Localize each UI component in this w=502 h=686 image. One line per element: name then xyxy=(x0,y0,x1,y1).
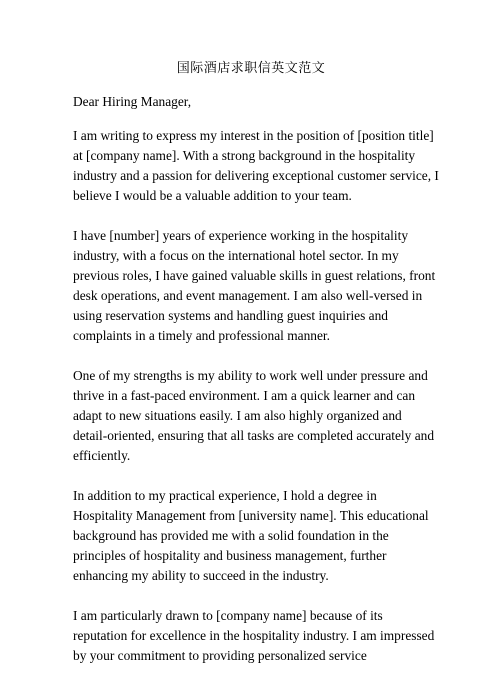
letter-paragraph-3: One of my strengths is my ability to work well under pressure and thrive in a fast-paced environment. I am a quick learner and can adapt to new situations easily. I am also highly organized and detail-oriented, ensuring that all tasks are completed accurately and efficiently. xyxy=(73,368,435,463)
letter-paragraph-5: I am particularly drawn to [company name] because of its reputation for excellence in the hospitality industry. I am impressed by your commitment to providing personalized service xyxy=(73,608,435,663)
document-title: 国际酒店求职信英文范文 xyxy=(176,61,326,76)
letter-paragraph-2: I have [number] years of experience working in the hospitality industry, with a focus on the international hotel sector. In my previous roles, I have gained valuable skills in guest relations, front desk operations, and event management. I am also well-versed in using reservation systems and handling guest inquiries and complaints in a timely and professional manner. xyxy=(73,228,436,343)
letter-body xyxy=(73,92,439,686)
letter-greeting: Dear Hiring Manager, xyxy=(73,94,192,109)
letter-paragraph-1: I am writing to express my interest in the position of [position title] at [company name]. With a strong background in the hospitality industry and a passion for delivering exceptional customer service, I believe I would be a valuable addition to your team. xyxy=(73,128,439,203)
letter-paragraph-4: In addition to my practical experience, I hold a degree in Hospitality Management from [university name]. This educational background has provided me with a solid foundation in the principles of hospitality and business management, further enhancing my ability to succeed in the industry. xyxy=(73,488,429,583)
